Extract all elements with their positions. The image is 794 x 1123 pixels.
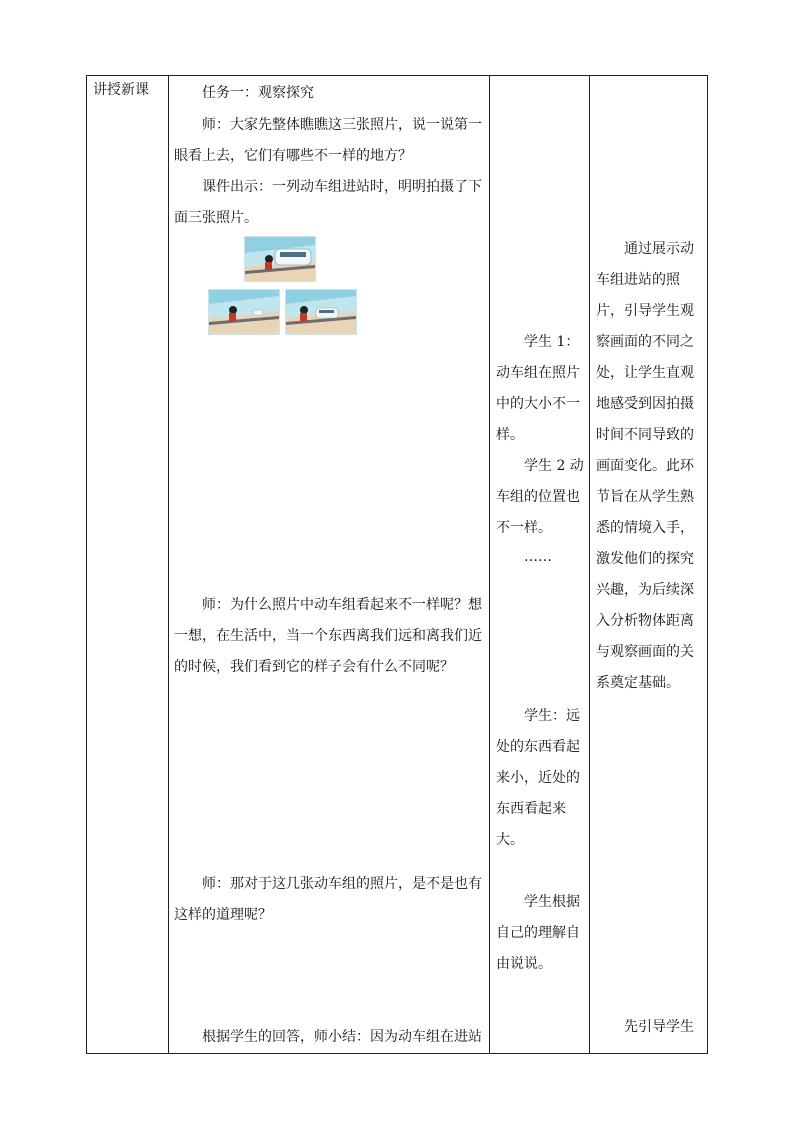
teacher-question-1: 师：大家先整体瞧瞧这三张照片，说一说第一眼看上去，它们有哪些不一样的地方？ — [174, 117, 482, 164]
train-photo-3 — [285, 289, 357, 335]
table-right-border — [707, 75, 708, 1054]
teacher-summary: 根据学生的回答，师小结：因为动车组在进站 — [202, 1029, 482, 1045]
col-divider-1 — [168, 75, 169, 1054]
train-photo-1 — [244, 236, 316, 282]
train-photo-2 — [208, 289, 280, 335]
table-left-border — [86, 75, 87, 1054]
design-intent-next: 先引导学生 — [624, 1019, 694, 1035]
table-top-border — [86, 75, 708, 76]
col-divider-2 — [489, 75, 490, 1054]
student-answer-1: 学生 1：动车组在照片中的大小不一样。 — [496, 334, 580, 443]
design-intent: 通过展示动车组进站的照片，引导学生观察画面的不同之处，让学生直观地感受到因拍摄时间不同导致的画面变化。此环节旨在从学生熟悉的情境入手，激发他们的探究兴趣，为后续深入分析物体距离与观察画面的关系奠定基础。 — [596, 241, 694, 691]
task-title: 任务一：观察探究 — [202, 85, 314, 101]
ellipsis: …… — [524, 549, 552, 565]
student-answer-4: 学生根据自己的理解自由说说。 — [496, 894, 580, 972]
col-divider-3 — [589, 75, 590, 1054]
student-answer-2: 学生 2 动车组的位置也不一样。 — [496, 458, 584, 536]
courseware-prompt: 课件出示：一列动车组进站时，明明拍摄了下面三张照片。 — [174, 179, 482, 226]
student-answer-3: 学生：远处的东西看起来小，近处的东西看起来大。 — [496, 708, 580, 848]
table-bottom-border — [86, 1053, 708, 1054]
teacher-question-3: 师：那对于这几张动车组的照片，是不是也有这样的道理呢？ — [174, 876, 482, 923]
teacher-question-2: 师：为什么照片中动车组看起来不一样呢？想一想，在生活中，当一个东西离我们远和离我们近的时候，我们看到它的样子会有什么不同呢？ — [174, 597, 482, 675]
section-label: 讲授新课 — [93, 82, 149, 98]
